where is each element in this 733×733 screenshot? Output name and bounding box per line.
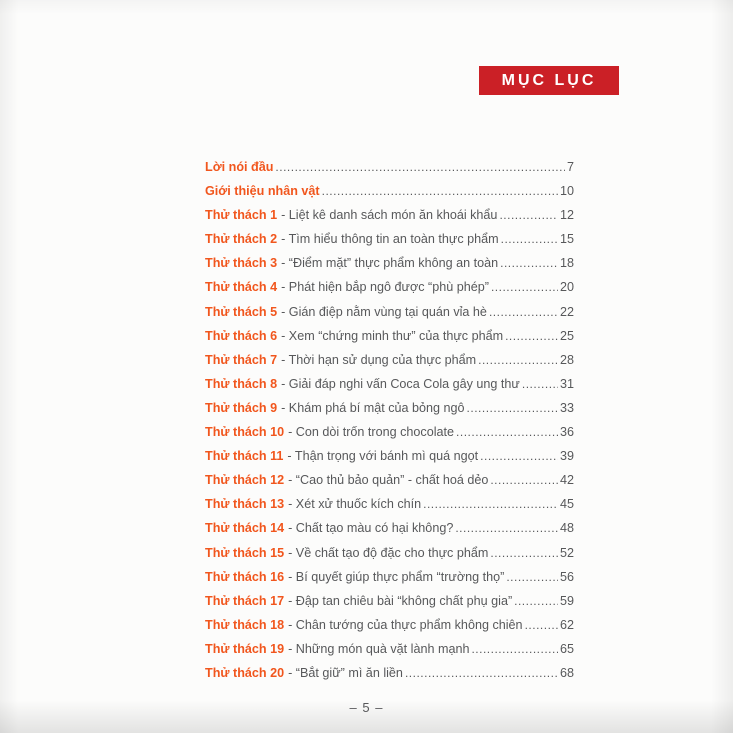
toc-entry-page: 42 <box>559 473 574 488</box>
toc-entry-title: - Xem “chứng minh thư” của thực phẩm <box>281 328 504 343</box>
dot-leader <box>471 642 558 656</box>
dot-leader <box>489 305 558 319</box>
dot-leader <box>478 353 558 367</box>
toc-entry-label: Thử thách 12 <box>205 473 285 488</box>
toc-entry <box>205 546 574 570</box>
toc-entry <box>205 666 574 690</box>
dot-leader <box>405 666 558 680</box>
toc-entry-label: Thử thách 8 <box>205 376 278 391</box>
toc-entry-title: - “Bắt giữ” mì ăn liền <box>288 665 403 680</box>
toc-entry-title: - Chân tướng của thực phẩm không chiên <box>288 617 523 632</box>
toc-entry-title: - Giải đáp nghi vấn Coca Cola gây ung thư <box>281 376 520 391</box>
toc-entry-title: - Những món quà vặt lành mạnh <box>288 641 470 656</box>
toc-entry-page: 62 <box>559 617 574 632</box>
toc-entry-page: 28 <box>559 352 574 367</box>
toc-entry-page: 65 <box>559 641 574 656</box>
dot-leader <box>275 160 565 174</box>
dot-leader <box>499 208 558 222</box>
toc-entry-page: 25 <box>559 328 574 343</box>
toc-entry-page: 36 <box>559 425 574 440</box>
toc-entry <box>205 449 574 473</box>
toc-entry-title: - Đập tan chiêu bài “không chất phụ gia” <box>288 593 513 608</box>
toc-entry <box>205 473 574 497</box>
dot-leader <box>505 329 558 343</box>
toc-entry-title: - Liệt kê danh sách món ăn khoái khẩu <box>281 208 498 223</box>
toc-entry-title: - Gián điệp nằm vùng tại quán vỉa hè <box>281 304 487 319</box>
toc-entry-page: 12 <box>559 208 574 223</box>
toc-entry <box>205 232 574 256</box>
toc-entry-label: Lời nói đầu <box>205 160 274 174</box>
toc-entry <box>205 256 574 280</box>
toc-entry-page: 10 <box>559 184 574 199</box>
toc-entry <box>205 618 574 642</box>
toc-entry-page: 18 <box>559 256 574 271</box>
toc-entry <box>205 160 574 184</box>
toc-entry-title: - Bí quyết giúp thực phẩm “trường thọ” <box>288 569 505 584</box>
toc-entry-page: 59 <box>559 593 574 608</box>
toc-entry <box>205 425 574 449</box>
toc-entry-label: Thử thách 18 <box>205 617 285 632</box>
toc-entry-label: Thử thách 6 <box>205 328 278 343</box>
toc-entry <box>205 184 574 208</box>
toc-entry <box>205 594 574 618</box>
toc-entry-label: Thử thách 9 <box>205 400 278 415</box>
toc-entry-title: - Thận trọng với bánh mì quá ngọt <box>287 449 479 464</box>
toc-entry-label: Giới thiệu nhân vật <box>205 184 320 199</box>
toc-entry-label: Thử thách 3 <box>205 256 278 271</box>
toc-entry-page: 68 <box>559 665 574 680</box>
toc-entry-label: Thử thách 20 <box>205 665 285 680</box>
dot-leader <box>491 280 558 294</box>
toc-entry <box>205 305 574 329</box>
toc-entry-page: 45 <box>559 497 574 512</box>
toc-entry-page: 20 <box>559 280 574 295</box>
toc-entry-title: - Chất tạo màu có hại không? <box>288 521 454 536</box>
toc-entry-page: 48 <box>559 521 574 536</box>
toc-entry-label: Thử thách 19 <box>205 641 285 656</box>
toc-entry <box>205 208 574 232</box>
dot-leader <box>467 401 558 415</box>
toc-entry-label: Thử thách 13 <box>205 497 285 512</box>
toc-entry-title: - Về chất tạo độ đặc cho thực phẩm <box>288 545 489 560</box>
toc-entry-label: Thử thách 14 <box>205 521 285 536</box>
dot-leader <box>490 473 558 487</box>
toc-entry <box>205 353 574 377</box>
toc-entry-page: 56 <box>559 569 574 584</box>
toc-entry-page: 39 <box>559 449 574 464</box>
toc-entry <box>205 521 574 545</box>
toc-entry-label: Thử thách 11 <box>205 449 284 464</box>
dot-leader <box>423 497 558 511</box>
toc-entry-label: Thử thách 2 <box>205 232 278 247</box>
dot-leader <box>322 184 558 198</box>
banner-title: MỤC LỤC <box>501 71 597 89</box>
toc-entry <box>205 401 574 425</box>
toc-entry <box>205 377 574 401</box>
dot-leader <box>522 377 558 391</box>
toc-entry-label: Thử thách 7 <box>205 352 278 367</box>
dot-leader <box>456 425 558 439</box>
toc-entry-page: 31 <box>559 376 574 391</box>
dot-leader <box>501 232 558 246</box>
toc-entry-label: Thử thách 17 <box>205 593 285 608</box>
toc-entry <box>205 329 574 353</box>
table-of-contents <box>205 160 574 690</box>
dot-leader <box>490 546 558 560</box>
dot-leader <box>506 570 558 584</box>
toc-entry-label: Thử thách 4 <box>205 280 278 295</box>
dot-leader <box>480 449 558 463</box>
dot-leader <box>455 521 558 535</box>
toc-entry-label: Thử thách 5 <box>205 304 278 319</box>
page-number: – 5 – <box>349 700 384 715</box>
toc-entry <box>205 280 574 304</box>
toc-entry-page: 7 <box>566 160 574 174</box>
toc-entry-title: - “Điểm mặt” thực phẩm không an toàn <box>281 256 499 271</box>
toc-entry <box>205 570 574 594</box>
toc-entry <box>205 497 574 521</box>
dot-leader <box>500 256 558 270</box>
toc-entry-page: 33 <box>559 400 574 415</box>
toc-entry-page: 52 <box>559 545 574 560</box>
toc-entry-label: Thử thách 15 <box>205 545 285 560</box>
toc-entry-title: - Con dòi trốn trong chocolate <box>288 425 455 440</box>
toc-entry-page: 15 <box>559 232 574 247</box>
toc-entry-title: - Khám phá bí mật của bỏng ngô <box>281 400 465 415</box>
dot-leader <box>514 594 558 608</box>
toc-entry-title: - “Cao thủ bảo quản” - chất hoá dẻo <box>288 473 489 488</box>
toc-entry-page: 22 <box>559 304 574 319</box>
toc-entry-title: - Xét xử thuốc kích chín <box>288 497 422 512</box>
chapter-banner <box>479 66 619 95</box>
toc-entry-title: - Tìm hiểu thông tin an toàn thực phẩm <box>281 232 499 247</box>
toc-entry-title: - Thời hạn sử dụng của thực phẩm <box>281 352 477 367</box>
dot-leader <box>525 618 558 632</box>
toc-entry-label: Thử thách 1 <box>205 208 278 223</box>
toc-entry <box>205 642 574 666</box>
toc-entry-label: Thử thách 10 <box>205 425 285 440</box>
toc-entry-title: - Phát hiện bắp ngô được “phù phép” <box>281 280 489 295</box>
toc-entry-label: Thử thách 16 <box>205 569 285 584</box>
